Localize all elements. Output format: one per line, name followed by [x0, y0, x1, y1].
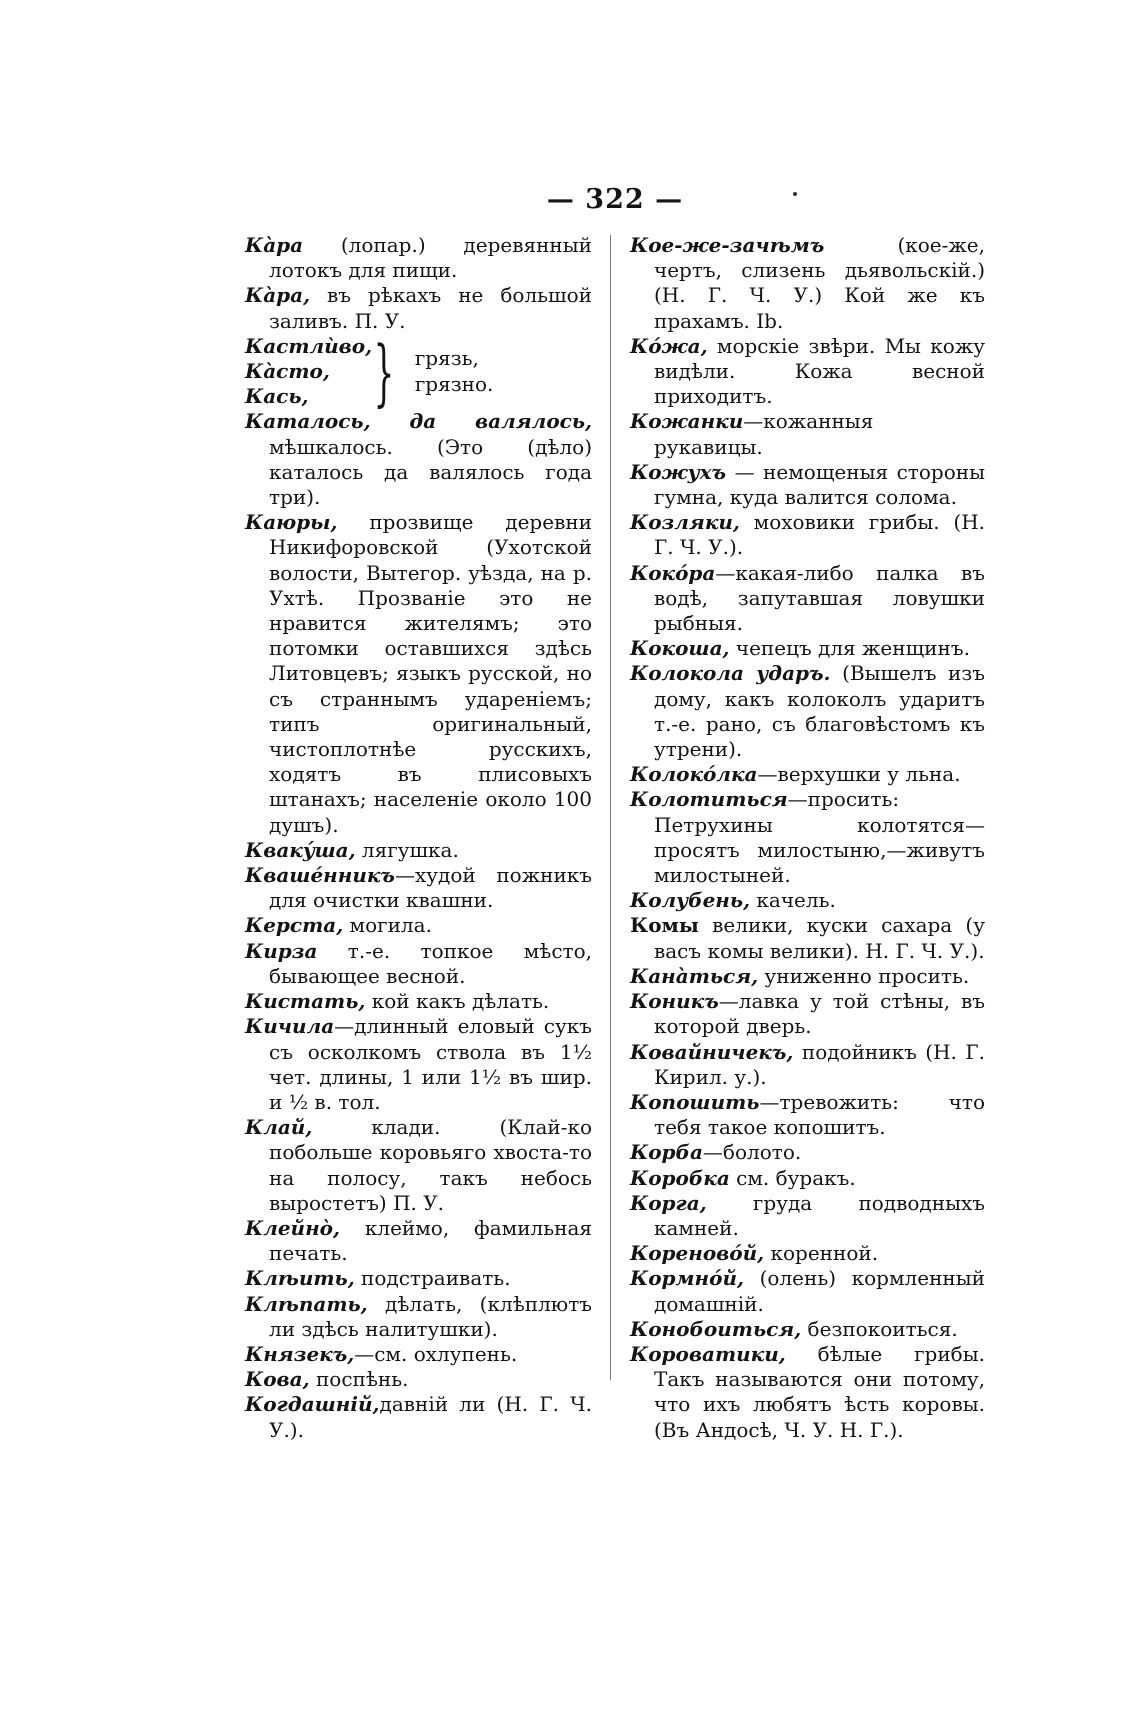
dictionary-entry	[630, 1166, 985, 1191]
dictionary-entry	[630, 1241, 985, 1266]
definition: —тревожить: что тебя такое копошитъ.	[654, 1089, 985, 1140]
headword: Кàра,	[245, 283, 311, 308]
definition: бѣлые грибы. Такъ называются они потому, что ихъ любятъ ѣсть коровы. (Въ Андосѣ, Ч. У. Н. Г.).	[654, 1341, 985, 1442]
definition: (Вышелъ изъ дому, какъ колоколъ ударитъ т.-е. рано, съ благовѣстомъ къ утрени).	[654, 661, 985, 762]
definition: могила.	[343, 913, 432, 938]
headword: Кореновóй,	[630, 1241, 765, 1266]
definition: чепецъ для женщинъ.	[729, 636, 970, 661]
definition: — немощеныя стороны гумна, куда валится солома.	[654, 459, 985, 510]
dictionary-entry	[245, 283, 592, 333]
headword: Кормнóй,	[630, 1266, 744, 1291]
headword: Козляки,	[630, 510, 740, 535]
definition: (лопар.) деревянный лотокъ для пищи.	[269, 233, 592, 283]
headword: Колокола ударъ.	[630, 661, 831, 686]
dictionary-entry	[630, 409, 985, 459]
headword: Каюры,	[245, 510, 338, 535]
definition: грязно.	[414, 371, 494, 396]
definition: дѣлать, (клѣплютъ ли здѣсь налитушки).	[269, 1291, 592, 1341]
dictionary-entry	[245, 1292, 592, 1342]
headword: Кась,	[245, 384, 309, 409]
dictionary-entry	[630, 636, 985, 661]
headword: Комы	[630, 913, 699, 938]
dictionary-entry	[630, 561, 985, 637]
headword: Кожанки	[630, 409, 744, 434]
headword: Кое-же-зачѣмъ	[630, 233, 825, 257]
dictionary-entry	[630, 989, 985, 1039]
definition: (олень) кормленный домашній.	[654, 1266, 985, 1316]
definition: см. буракъ.	[729, 1165, 856, 1190]
definition: качель.	[750, 888, 836, 913]
definition: груда подводныхъ камней.	[654, 1190, 985, 1240]
headword: Короватики,	[630, 1341, 786, 1366]
definition: —лавка у той стѣны, въ которой дверь.	[654, 989, 985, 1039]
dictionary-entry	[630, 762, 985, 787]
headword: Клѣить,	[245, 1266, 355, 1291]
dictionary-entry	[245, 1392, 592, 1442]
headword: Копошить	[630, 1089, 760, 1114]
dictionary-entry	[630, 661, 985, 762]
definition: —верхушки у льна.	[757, 762, 961, 787]
headword: Квашéнникъ	[245, 863, 395, 888]
headword: Коробка	[630, 1165, 730, 1190]
headword: Кистать,	[245, 989, 366, 1014]
headword: Кокóра	[630, 560, 716, 585]
dictionary-entry	[630, 1040, 985, 1090]
definition: —просить: Петрухины колотятся—просятъ милостыню,—живутъ милостыней.	[654, 787, 985, 888]
headword: Ковайничекъ,	[630, 1039, 794, 1064]
dictionary-entry	[630, 510, 985, 560]
definition: клади. (Клай-ко побольше коровьяго хвоста-то на полосу, такъ небось выростетъ) П. У.	[269, 1115, 592, 1215]
definition: моховики грибы. (Н. Г. Ч. У.).	[654, 510, 985, 560]
dictionary-entry	[245, 863, 592, 913]
printer-dot	[793, 192, 797, 196]
definition: —кожанныя рукавицы.	[654, 409, 874, 459]
definition: лягушка.	[355, 837, 459, 862]
headword: Колотиться	[630, 787, 788, 812]
headword: Кирза	[245, 938, 318, 963]
dictionary-entry	[245, 1014, 592, 1115]
definition: безпокоиться.	[801, 1316, 958, 1341]
headword: Кичила	[245, 1014, 335, 1039]
dictionary-entry	[630, 460, 985, 510]
headword: Коникъ	[630, 989, 719, 1014]
headword: Кожухъ	[630, 459, 727, 484]
definition: кой какъ дѣлать.	[365, 989, 550, 1014]
headword: Колубень,	[630, 888, 751, 913]
left-column	[245, 233, 592, 1443]
headword: Кóжа,	[630, 333, 708, 358]
definition: прозвище деревни Никифоровской (Ухотской волости, Вытегор. уѣзда, на р. Ухтѣ. Прозваніе это не нравится жителямъ; это потомки оставшихся здѣсь Литовцевъ; языкъ русской, но съ страннымъ удареніемъ; типъ оригинальный, чистоплотнѣе русскихъ, ходятъ въ плисовыхъ штанахъ; населеніе около 100 душъ).	[269, 510, 592, 837]
dictionary-entry	[245, 1342, 592, 1367]
definition: —худой пожникъ для очистки квашни.	[269, 863, 592, 913]
definition: морскіе звѣри. Мы кожу видѣли. Кожа весной приходитъ.	[654, 333, 985, 409]
headword: Корга,	[630, 1190, 707, 1215]
headword: Клай,	[245, 1115, 313, 1140]
dictionary-entry	[630, 1266, 985, 1316]
definition: грязь,	[414, 346, 479, 371]
definition: —болото.	[702, 1140, 802, 1165]
headword: Керста,	[245, 913, 344, 938]
definition: коренной.	[764, 1241, 879, 1266]
headword: Корба	[630, 1140, 703, 1165]
definition: велики, куски сахара (у васъ комы велики). Н. Г. Ч. У.).	[654, 913, 985, 963]
definition: униженно просить.	[758, 963, 970, 988]
dictionary-entry	[630, 1342, 985, 1443]
definition: подойникъ (Н. Г. Кирил. у.).	[654, 1039, 985, 1089]
dictionary-entry	[630, 1090, 985, 1140]
headword: Конобоиться,	[630, 1316, 802, 1341]
definition: (кое-же, чертъ, слизень дьявольскій.) (Н. Г. Ч. У.) Кой же къ прахамъ. Ib.	[654, 233, 985, 333]
definition: клеймо, фамильная печать.	[269, 1215, 592, 1266]
dictionary-entry	[245, 1367, 592, 1392]
dictionary-entry	[630, 1140, 985, 1165]
definition: т.-е. топкое мѣсто, бывающее весной.	[269, 938, 592, 988]
headword: Канàться,	[630, 963, 759, 988]
page-number: — 322 —	[546, 184, 684, 215]
dictionary-entry	[630, 1317, 985, 1342]
headword: Кокоша,	[630, 636, 730, 661]
dictionary-entry	[245, 409, 592, 510]
dictionary-entry	[245, 510, 592, 838]
dictionary-entry	[630, 1191, 985, 1241]
definition: —см. охлупень.	[354, 1341, 518, 1366]
headword: Князекъ,	[245, 1341, 355, 1366]
dictionary-entry	[245, 838, 592, 863]
definition: въ рѣкахъ не большой заливъ. П. У.	[269, 283, 592, 333]
definition: —какая-либо палка въ водѣ, запутавшая ловушки рыбныя.	[654, 560, 985, 636]
grouped-entry	[245, 329, 592, 414]
headword: Кàра	[245, 233, 304, 257]
definition: мѣшкалось. (Это (дѣло) каталось да валялось года три).	[269, 434, 592, 510]
definition: давній ли (Н. Г. Ч. У.).	[269, 1392, 592, 1442]
brace-glyph: }	[373, 329, 395, 414]
dictionary-entry	[245, 939, 592, 989]
dictionary-entry	[245, 1266, 592, 1291]
right-column	[630, 233, 985, 1443]
dictionary-entry	[630, 964, 985, 989]
dictionary-entry	[630, 233, 985, 334]
headword: Колокóлка	[630, 762, 758, 787]
headword: Когдашній,	[245, 1392, 380, 1417]
headword: Каталось, да валялось,	[245, 409, 592, 434]
dictionary-entry	[630, 888, 985, 913]
headword: Кàсто,	[245, 359, 330, 384]
dictionary-entry	[245, 1216, 592, 1266]
dictionary-entry	[630, 334, 985, 410]
dictionary-entry	[630, 787, 985, 888]
column-divider	[610, 235, 611, 1380]
dictionary-entry	[245, 913, 592, 938]
dictionary-entry	[630, 913, 985, 963]
headword: Квакýша,	[245, 837, 356, 862]
headword: Кастлùво,	[245, 333, 373, 358]
dictionary-entry	[245, 1115, 592, 1216]
definition: поспѣнь.	[309, 1367, 409, 1392]
dictionary-entry	[245, 989, 592, 1014]
definition: —длинный еловый сукъ съ осколкомъ ствола въ 1½ чет. длины, 1 или 1½ въ шир. и ½ в. тол.	[269, 1014, 592, 1114]
dictionary-entry	[245, 233, 592, 283]
definition: подстраивать.	[354, 1266, 511, 1291]
headword: Клейнò,	[245, 1215, 340, 1240]
headword: Клѣпать,	[245, 1291, 368, 1316]
headword: Кова,	[245, 1367, 310, 1392]
